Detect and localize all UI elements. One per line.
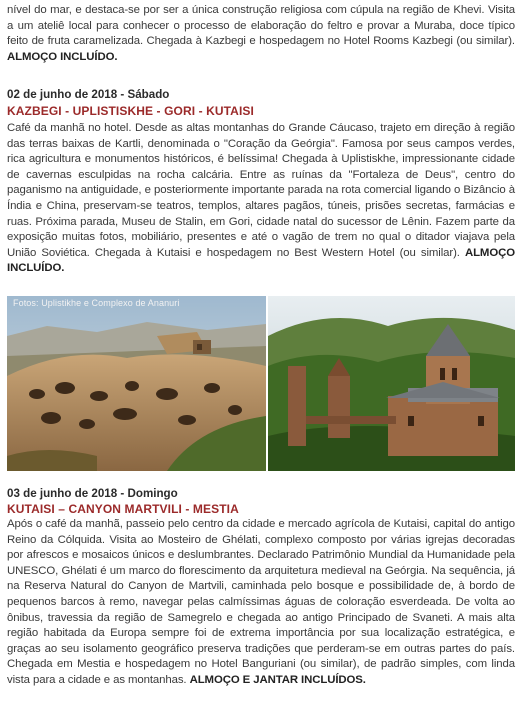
day1-paragraph bbox=[7, 121, 515, 277]
day2-meal: ALMOÇO E JANTAR INCLUÍDOS. bbox=[189, 673, 366, 686]
fortress-church-illustration bbox=[268, 296, 515, 471]
photo-strip bbox=[7, 296, 515, 471]
day1-route: KAZBEGI - UPLISTISKHE - GORI - KUTAISI bbox=[7, 104, 254, 118]
ananuri-photo bbox=[268, 296, 515, 471]
day2-text: Após o café da manhã, passeio pelo centro da cidade e mercado agrícola de Kutaisi, capital do antigo Reino da Cólquida. Visita ao Mosteiro de Ghélati, complexo composto por várias igrejas decoradas por afrescos e mosaicos únicos e deslumbrantes. Declarado Patrimônio Mundial da Humanidade pela UNESCO, Ghélati é um marco do florescimento da arquitetura medieval na Geórgia. Na sequência, já na Reserva Natural do Canyon de Martvili, caminhada pelo bosque e possibilidade de, à bordo de pequenos barcos à remo, navegar pelas calmíssimas águas de coloração esverdeada. De volta ao ônibus, travessia da região de Samegrelo e chegada ao antigo Principado de Svaneti. A mais alta região habitada da Europa sempre foi de extrema importância por sua localização estratégica, e graças ao seu isolamento geográfico preserva tradições que perderam-se em outras partes do país. Chegada em Mestia e hospedagem no Hotel Banguriani (ou similar), de padrão simples, com linda vista para a cidade e as montanhas. bbox=[7, 518, 515, 686]
intro-meal: ALMOÇO INCLUÍDO. bbox=[7, 50, 118, 63]
photo-caption: Fotos: Uplistikhe e Complexo de Ananuri bbox=[13, 298, 180, 308]
uplistsikhe-photo bbox=[7, 296, 266, 471]
intro-paragraph bbox=[7, 3, 515, 65]
day1-meal: ALMOÇO INCLUÍDO. bbox=[7, 246, 515, 275]
cave-city-illustration bbox=[7, 296, 266, 471]
day1-date: 02 de junho de 2018 - Sábado bbox=[7, 88, 170, 101]
intro-text: nível do mar, e destaca-se por ser a única construção religiosa com cúpula na região de Khevi. Visita a um ateliê local para conhecer o processo de elaboração do feltro e provar a Muraba, doce típico feito de fruta caramelizada. Chegada à Kazbegi e hospedagem no Hotel Rooms Kazbegi (ou similar). bbox=[7, 4, 515, 48]
day2-date: 03 de junho de 2018 - Domingo bbox=[7, 487, 178, 500]
day1-text: Café da manhã no hotel. Desde as altas montanhas do Grande Cáucaso, trajeto em direção à região das terras baixas de Kartli, denominada o "Coração da Geórgia". Famosa por seus campos verdes, rica agricultura e monumentos históricos, é belíssima! Chegada à Uplistiskhe, impressionante cidade de cavernas esculpidas na rocha calcária. Entre as ruínas da "Fortaleza de Deus", centro do paganismo na antiguidade, e posteriormente importante parada na rota comercial ligando o Bizâncio à Índia e China, preservam-se teatros, templos, altares pagãos, túneis, prisões secretas, farmácias e ruas. Próxima parada, Museu de Stalin, em Gori, cidade natal do sucessor de Lênin. Fazem parte da exposição muitas fotos, mobiliário, presentes e até o vagão de trem no qual o ditador viajava pela União Soviética. Chegada à Kutaisi e hospedagem no Best Western Hotel (ou similar). bbox=[7, 122, 515, 259]
day2-paragraph bbox=[7, 517, 515, 689]
day2-route: KUTAISI – CANYON MARTVILI - MESTIA bbox=[7, 502, 239, 516]
